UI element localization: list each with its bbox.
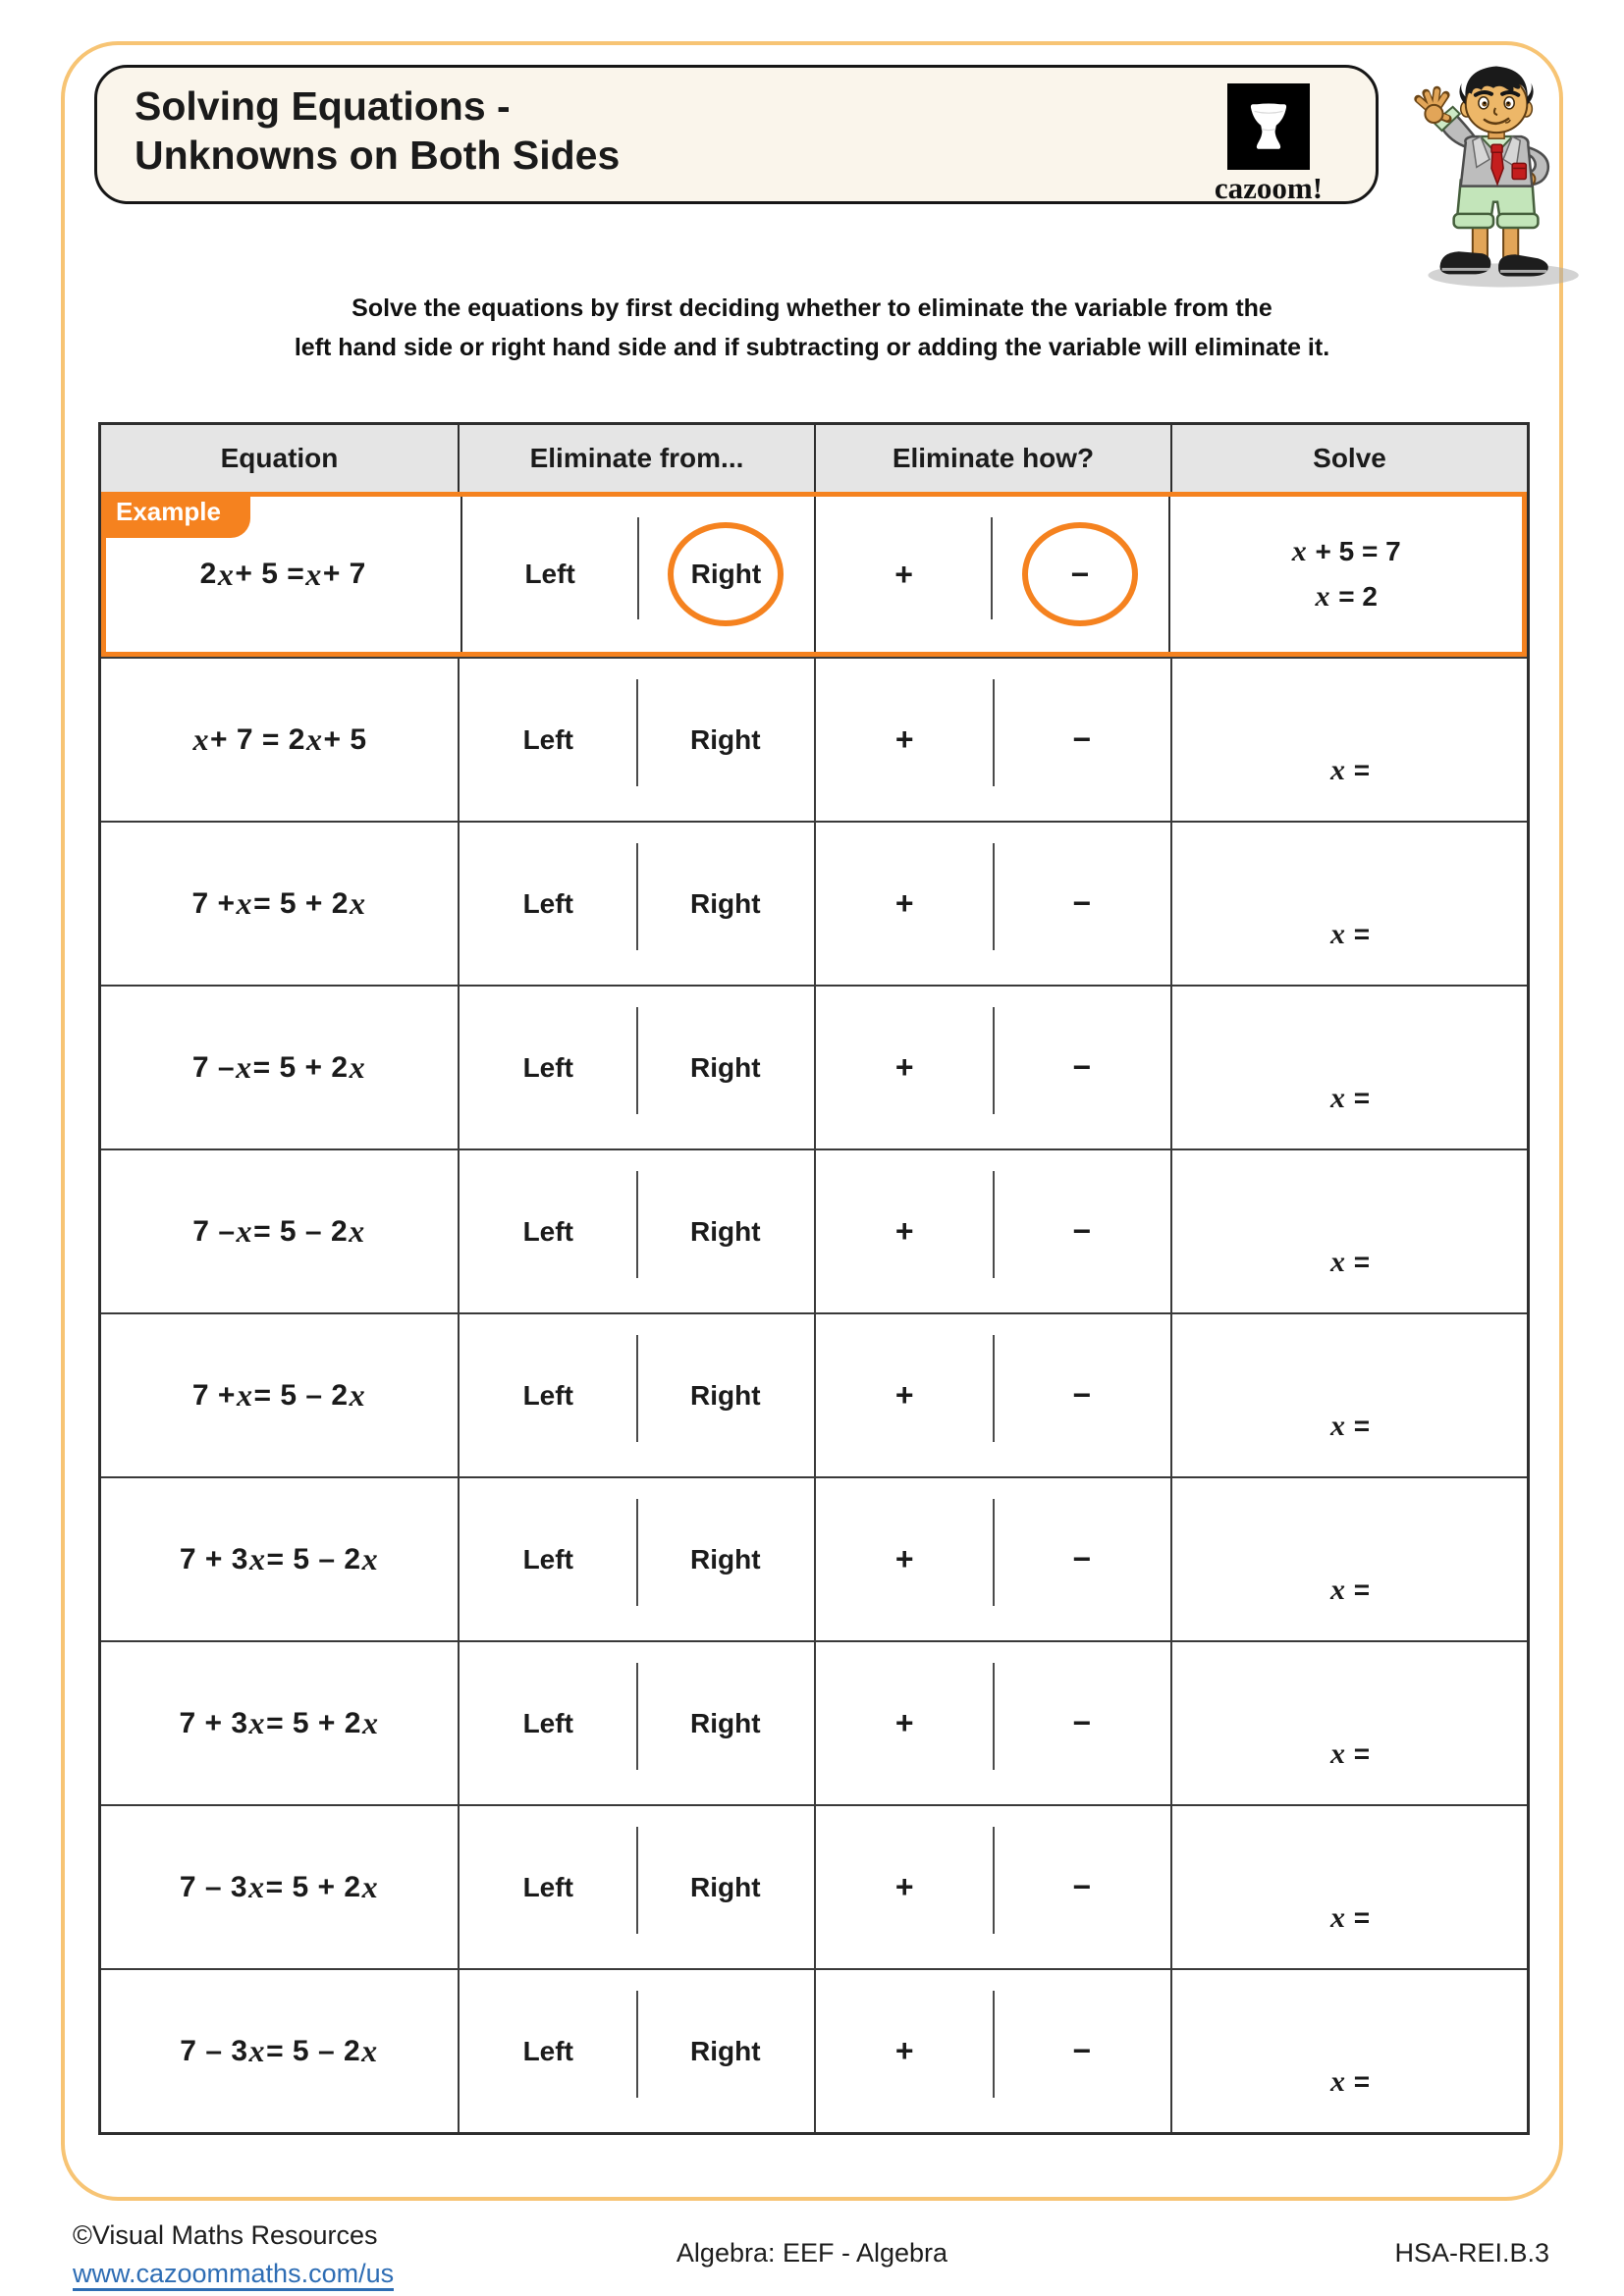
option-divider [636,1171,638,1278]
eliminate-from-cell [458,659,814,821]
option-divider [636,1499,638,1606]
solve-prompt: x = [1329,1901,1371,1934]
option-left[interactable]: Left [522,2035,573,2066]
solve-answer-cell[interactable] [1170,1970,1527,2132]
example-eliminate-from-cell [460,497,815,652]
equation-text: 7 + x = 5 + 2 x [191,885,366,921]
option-left[interactable]: Left [522,1051,573,1083]
table-row [101,1804,1527,1968]
example-tag: Example [101,492,250,538]
eliminate-how-cell [814,1314,1170,1476]
eliminate-how-cell [814,823,1170,985]
option-left[interactable]: Left [522,1379,573,1411]
example-solve-line2: x = 2 [1315,580,1378,613]
eliminate-how-cell [814,987,1170,1148]
option-subtract[interactable]: − [1072,1869,1092,1904]
option-add[interactable]: + [894,1377,914,1413]
option-subtract[interactable]: − [1072,1377,1092,1413]
option-divider [636,843,638,950]
table-row [101,1312,1527,1476]
option-subtract[interactable]: − [1072,1049,1092,1085]
page-title-line2: Unknowns on Both Sides [135,133,621,179]
example-equation: 2 x + 5 = x + 7 [199,556,366,592]
solve-prompt: x = [1329,2065,1371,2098]
cazoom-logo [1195,83,1342,206]
column-header-eliminate-from: Eliminate from... [458,425,814,492]
solve-prompt: x = [1329,1737,1371,1770]
example-circled-minus: − [1022,522,1138,626]
option-add[interactable]: + [894,1869,914,1904]
equation-text: 7 – 3 x = 5 + 2 x [179,1869,379,1904]
option-divider [993,1007,995,1114]
example-option-right [638,522,814,626]
equation-text: x + 7 = 2 x + 5 [192,721,367,757]
option-add[interactable]: + [894,1049,914,1085]
option-right[interactable]: Right [689,723,761,755]
option-left[interactable]: Left [522,1215,573,1247]
page-title [135,81,620,180]
solve-answer-cell[interactable] [1170,1642,1527,1804]
equation-text: 7 + 3 x = 5 + 2 x [179,1705,379,1740]
instructions-line1: Solve the equations by first deciding whether to eliminate the variable from the [352,294,1272,322]
solve-answer-cell[interactable] [1170,987,1527,1148]
column-header-equation: Equation [220,443,339,473]
example-solve-line1: x + 5 = 7 [1291,535,1401,567]
eliminate-how-cell [814,659,1170,821]
table-row [101,985,1527,1148]
option-right[interactable]: Right [689,1379,761,1411]
solve-prompt: x = [1329,1574,1371,1606]
worksheet-table [98,422,1530,2135]
option-divider [636,1335,638,1442]
option-right[interactable]: Right [689,1707,761,1738]
example-circled-right: Right [668,522,784,626]
option-subtract[interactable]: − [1072,1213,1092,1249]
option-divider [637,517,639,619]
eliminate-from-cell [458,1970,814,2132]
solve-answer-cell[interactable] [1170,659,1527,821]
solve-answer-cell[interactable] [1170,823,1527,985]
eliminate-from-cell [458,987,814,1148]
example-row [101,492,1527,657]
option-divider [636,1663,638,1770]
footer-standard-code: HSA-REI.B.3 [1394,2238,1549,2268]
equation-text: 7 – x = 5 + 2 x [191,1049,366,1085]
option-right[interactable]: Right [689,1051,761,1083]
solve-prompt: x = [1329,1246,1371,1278]
djembe-drum-icon [1227,83,1310,170]
solve-answer-cell[interactable] [1170,1806,1527,1968]
option-divider [993,1499,995,1606]
equation-text: 7 – x = 5 – 2 x [192,1213,365,1249]
option-subtract[interactable]: − [1072,885,1092,921]
eliminate-from-cell [458,1314,814,1476]
option-divider [993,1171,995,1278]
solve-prompt: x = [1329,918,1371,950]
option-add[interactable]: + [894,1541,914,1576]
eliminate-from-cell [458,1806,814,1968]
option-add[interactable]: + [894,1213,914,1249]
equation-text: 7 + x = 5 – 2 x [191,1377,366,1413]
table-row [101,1476,1527,1640]
option-divider [993,1827,995,1934]
option-left[interactable]: Left [522,1543,573,1575]
copyright-text: ©Visual Maths Resources [73,2220,378,2250]
eliminate-from-cell [458,1642,814,1804]
table-row [101,1148,1527,1312]
solve-answer-cell[interactable] [1170,1314,1527,1476]
eliminate-from-cell [458,1150,814,1312]
option-divider [636,1991,638,2098]
option-divider [636,1827,638,1934]
option-add[interactable]: + [894,1705,914,1740]
option-left[interactable]: Left [522,723,573,755]
solve-prompt: x = [1329,754,1371,786]
instructions [0,289,1624,367]
example-option-add: + [894,556,913,592]
eliminate-how-cell [814,1642,1170,1804]
eliminate-from-cell [458,1478,814,1640]
option-right[interactable]: Right [689,2035,761,2066]
option-divider [636,1007,638,1114]
solve-answer-cell[interactable] [1170,1478,1527,1640]
option-divider [993,679,995,786]
title-box [94,65,1379,204]
option-subtract[interactable]: − [1072,1705,1092,1740]
table-rows [101,657,1527,2132]
cartoon-boy-waving [1382,57,1600,291]
option-subtract[interactable]: − [1072,1541,1092,1576]
example-eliminate-how-cell [814,497,1168,652]
example-solve-cell [1168,497,1523,652]
footer-category: Algebra: EEF - Algebra [676,2238,948,2268]
option-right[interactable]: Right [689,1543,761,1575]
eliminate-from-cell [458,823,814,985]
table-row [101,821,1527,985]
cazoom-logo-text: cazoom! [1214,171,1324,205]
option-divider [991,517,993,619]
option-divider [993,1991,995,2098]
example-option-subtract [992,522,1167,626]
option-add[interactable]: + [894,2033,914,2068]
table-header-row [101,425,1527,492]
example-option-left: Left [524,559,575,589]
option-divider [993,1335,995,1442]
equation-text: 7 + 3 x = 5 – 2 x [179,1541,379,1576]
option-divider [993,843,995,950]
option-left[interactable]: Left [522,1707,573,1738]
option-add[interactable]: + [894,721,914,757]
website-link[interactable]: www.cazoommaths.com/us [73,2259,394,2291]
instructions-line2: left hand side or right hand side and if subtracting or adding the variable will eliminate it. [294,334,1330,361]
eliminate-how-cell [814,1150,1170,1312]
option-left[interactable]: Left [522,887,573,919]
solve-answer-cell[interactable] [1170,1150,1527,1312]
table-row [101,1640,1527,1804]
option-subtract[interactable]: − [1072,721,1092,757]
solve-prompt: x = [1329,1082,1371,1114]
solve-prompt: x = [1329,1410,1371,1442]
page-title-line1: Solving Equations - [135,83,511,129]
option-right[interactable]: Right [689,887,761,919]
column-header-eliminate-how: Eliminate how? [814,425,1170,492]
option-right[interactable]: Right [689,1215,761,1247]
option-add[interactable]: + [894,885,914,921]
eliminate-how-cell [814,1970,1170,2132]
option-subtract[interactable]: − [1072,2033,1092,2068]
option-left[interactable]: Left [522,1871,573,1902]
option-divider [636,679,638,786]
eliminate-how-cell [814,1478,1170,1640]
equation-text: 7 – 3 x = 5 – 2 x [180,2033,378,2068]
option-divider [993,1663,995,1770]
column-header-solve: Solve [1170,425,1527,492]
table-row [101,657,1527,821]
eliminate-how-cell [814,1806,1170,1968]
option-right[interactable]: Right [689,1871,761,1902]
table-row [101,1968,1527,2132]
